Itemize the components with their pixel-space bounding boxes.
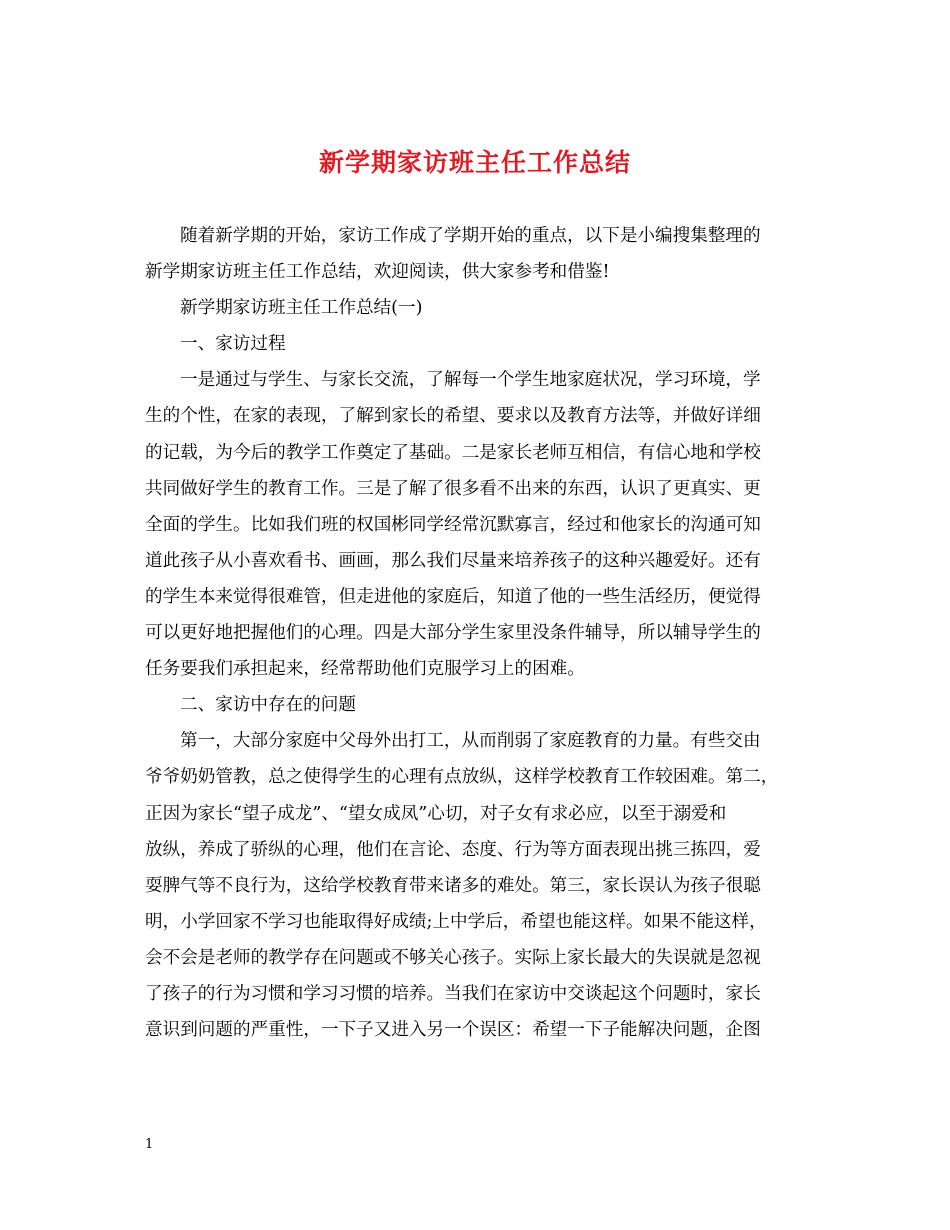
text-line: 任务要我们承担起来，经常帮助他们克服学习上的困难。: [145, 659, 585, 680]
page-number: 1: [145, 1137, 154, 1152]
text-line: 了孩子的行为习惯和学习习惯的培养。当我们在家访中交谈起这个问题时，家长: [145, 983, 761, 1004]
text-line: 随着新学期的开始，家访工作成了学期开始的重点，以下是小编搜集整理的: [180, 226, 761, 246]
text-line: 共同做好学生的教育工作。三是了解了很多看不出来的东西，认识了更真实、更: [145, 478, 761, 499]
text-line: 全面的学生。比如我们班的权国彬同学经常沉默寡言，经过和他家长的沟通可知: [145, 514, 761, 535]
text-line: 爷爷奶奶管教，总之使得学生的心理有点放纵，这样学校教育工作较困难。第二，: [145, 767, 779, 788]
text-line: 一是通过与学生、与家长交流，了解每一个学生地家庭状况，学习环境，学: [180, 370, 761, 391]
text-line: 第一，大部分家庭中父母外出打工，从而削弱了家庭教育的力量。有些交由: [180, 731, 761, 752]
text-line: 新学期家访班主任工作总结，欢迎阅读，供大家参考和借鉴!: [145, 262, 610, 283]
document-title: 新学期家访班主任工作总结: [318, 148, 631, 177]
text-line: 道此孩子从小喜欢看书、画画，那么我们尽量来培养孩子的这种兴趣爱好。还有: [145, 550, 761, 571]
text-line: 放纵，养成了骄纵的心理，他们在言论、态度、行为等方面表现出挑三拣四，爱: [145, 839, 761, 860]
text-line: 正因为家长“望子成龙”、“望女成凤”心切，对子女有求必应，以至于溺爱和: [145, 803, 727, 824]
text-line: 会不会是老师的教学存在问题或不够关心孩子。实际上家长最大的失误就是忽视: [145, 947, 761, 968]
document-body: [145, 218, 805, 1048]
text-line: 的学生本来觉得很难管，但走进他的家庭后，知道了他的一些生活经历，便觉得: [145, 586, 761, 607]
text-line: 一、家访过程: [180, 334, 286, 355]
text-line: 耍脾气等不良行为，这给学校教育带来诸多的难处。第三，家长误认为孩子很聪: [145, 875, 761, 896]
text-line: 二、家访中存在的问题: [180, 695, 356, 716]
text-line: 新学期家访班主任工作总结(一): [180, 298, 423, 319]
text-line: 意识到问题的严重性，一下子又进入另一个误区：希望一下子能解决问题，企图: [145, 1020, 761, 1041]
text-line: 的记载，为今后的教学工作奠定了基础。二是家长老师互相信，有信心地和学校: [145, 442, 761, 463]
text-line: 生的个性，在家的表现，了解到家长的希望、要求以及教育方法等，并做好详细: [145, 406, 761, 427]
text-line: 可以更好地把握他们的心理。四是大部分学生家里没条件辅导，所以辅导学生的: [145, 623, 761, 644]
text-line: 明，小学回家不学习也能取得好成绩;上中学后，希望也能这样。如果不能这样，: [145, 911, 767, 932]
